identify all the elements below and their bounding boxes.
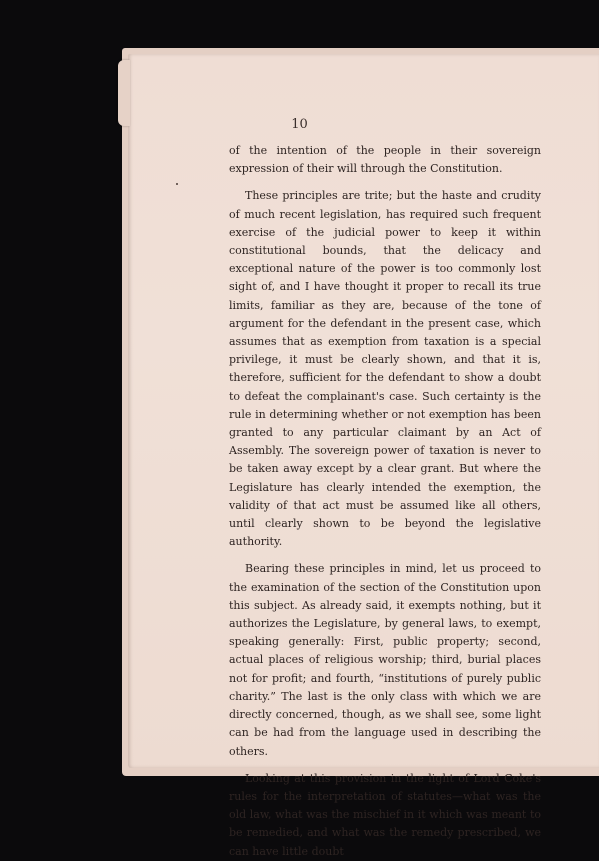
paragraph-1: of the intention of the people in their sovereign expression of their will through the Constitution. xyxy=(229,144,541,176)
paragraph-2: These principles are trite; but the haste and crudity of much recent legislation, has required such frequent exercise of the judicial power to keep it within constitutional bounds, that the delicacy and exceptional nature of the power is too commonly lost sight of, and I have thought it proper to recall its true limits, familiar as they are, because of the tone of argument for the defendant in the present case, which assumes that as exemption from taxation is a special privilege, it must be clearly shown, and that it is, therefore, sufficient for the defendant to show a doubt to defeat the complainant's case. Such certainty is the rule in determining whether or not exemption has been granted to any particular claimant by an Act of Assembly. The sovereign power of taxation is never to be taken away except by a clear grant. But where the Legislature has clearly intended the exemption, the validity of that act must be assumed like all others, until clearly shown to be beyond the legislative authority. xyxy=(229,189,541,549)
body-text xyxy=(229,142,541,861)
page-number: 10 xyxy=(291,117,308,132)
paragraph-4: Looking at this provision in the light of Lord Coke's rules for the interpretation of statutes—what was the old law, what was the mischief in it which was meant to be remedied, and what was the remedy prescribed, we can have little doubt xyxy=(229,771,541,858)
ink-speck xyxy=(176,183,178,185)
paragraph-3: Bearing these principles in mind, let us proceed to the examination of the section of the Constitution upon this subject. As already said, it exempts nothing, but it authorizes the Legislature, by general laws, to exempt, speaking generally: First, public property; second, actual places of religious worship; third, burial places not for profit; and fourth, “institutions of purely public charity.” The last is the only class with which we are directly concerned, though, as we shall see, some light can be had from the language used in describing the others. xyxy=(229,562,541,758)
